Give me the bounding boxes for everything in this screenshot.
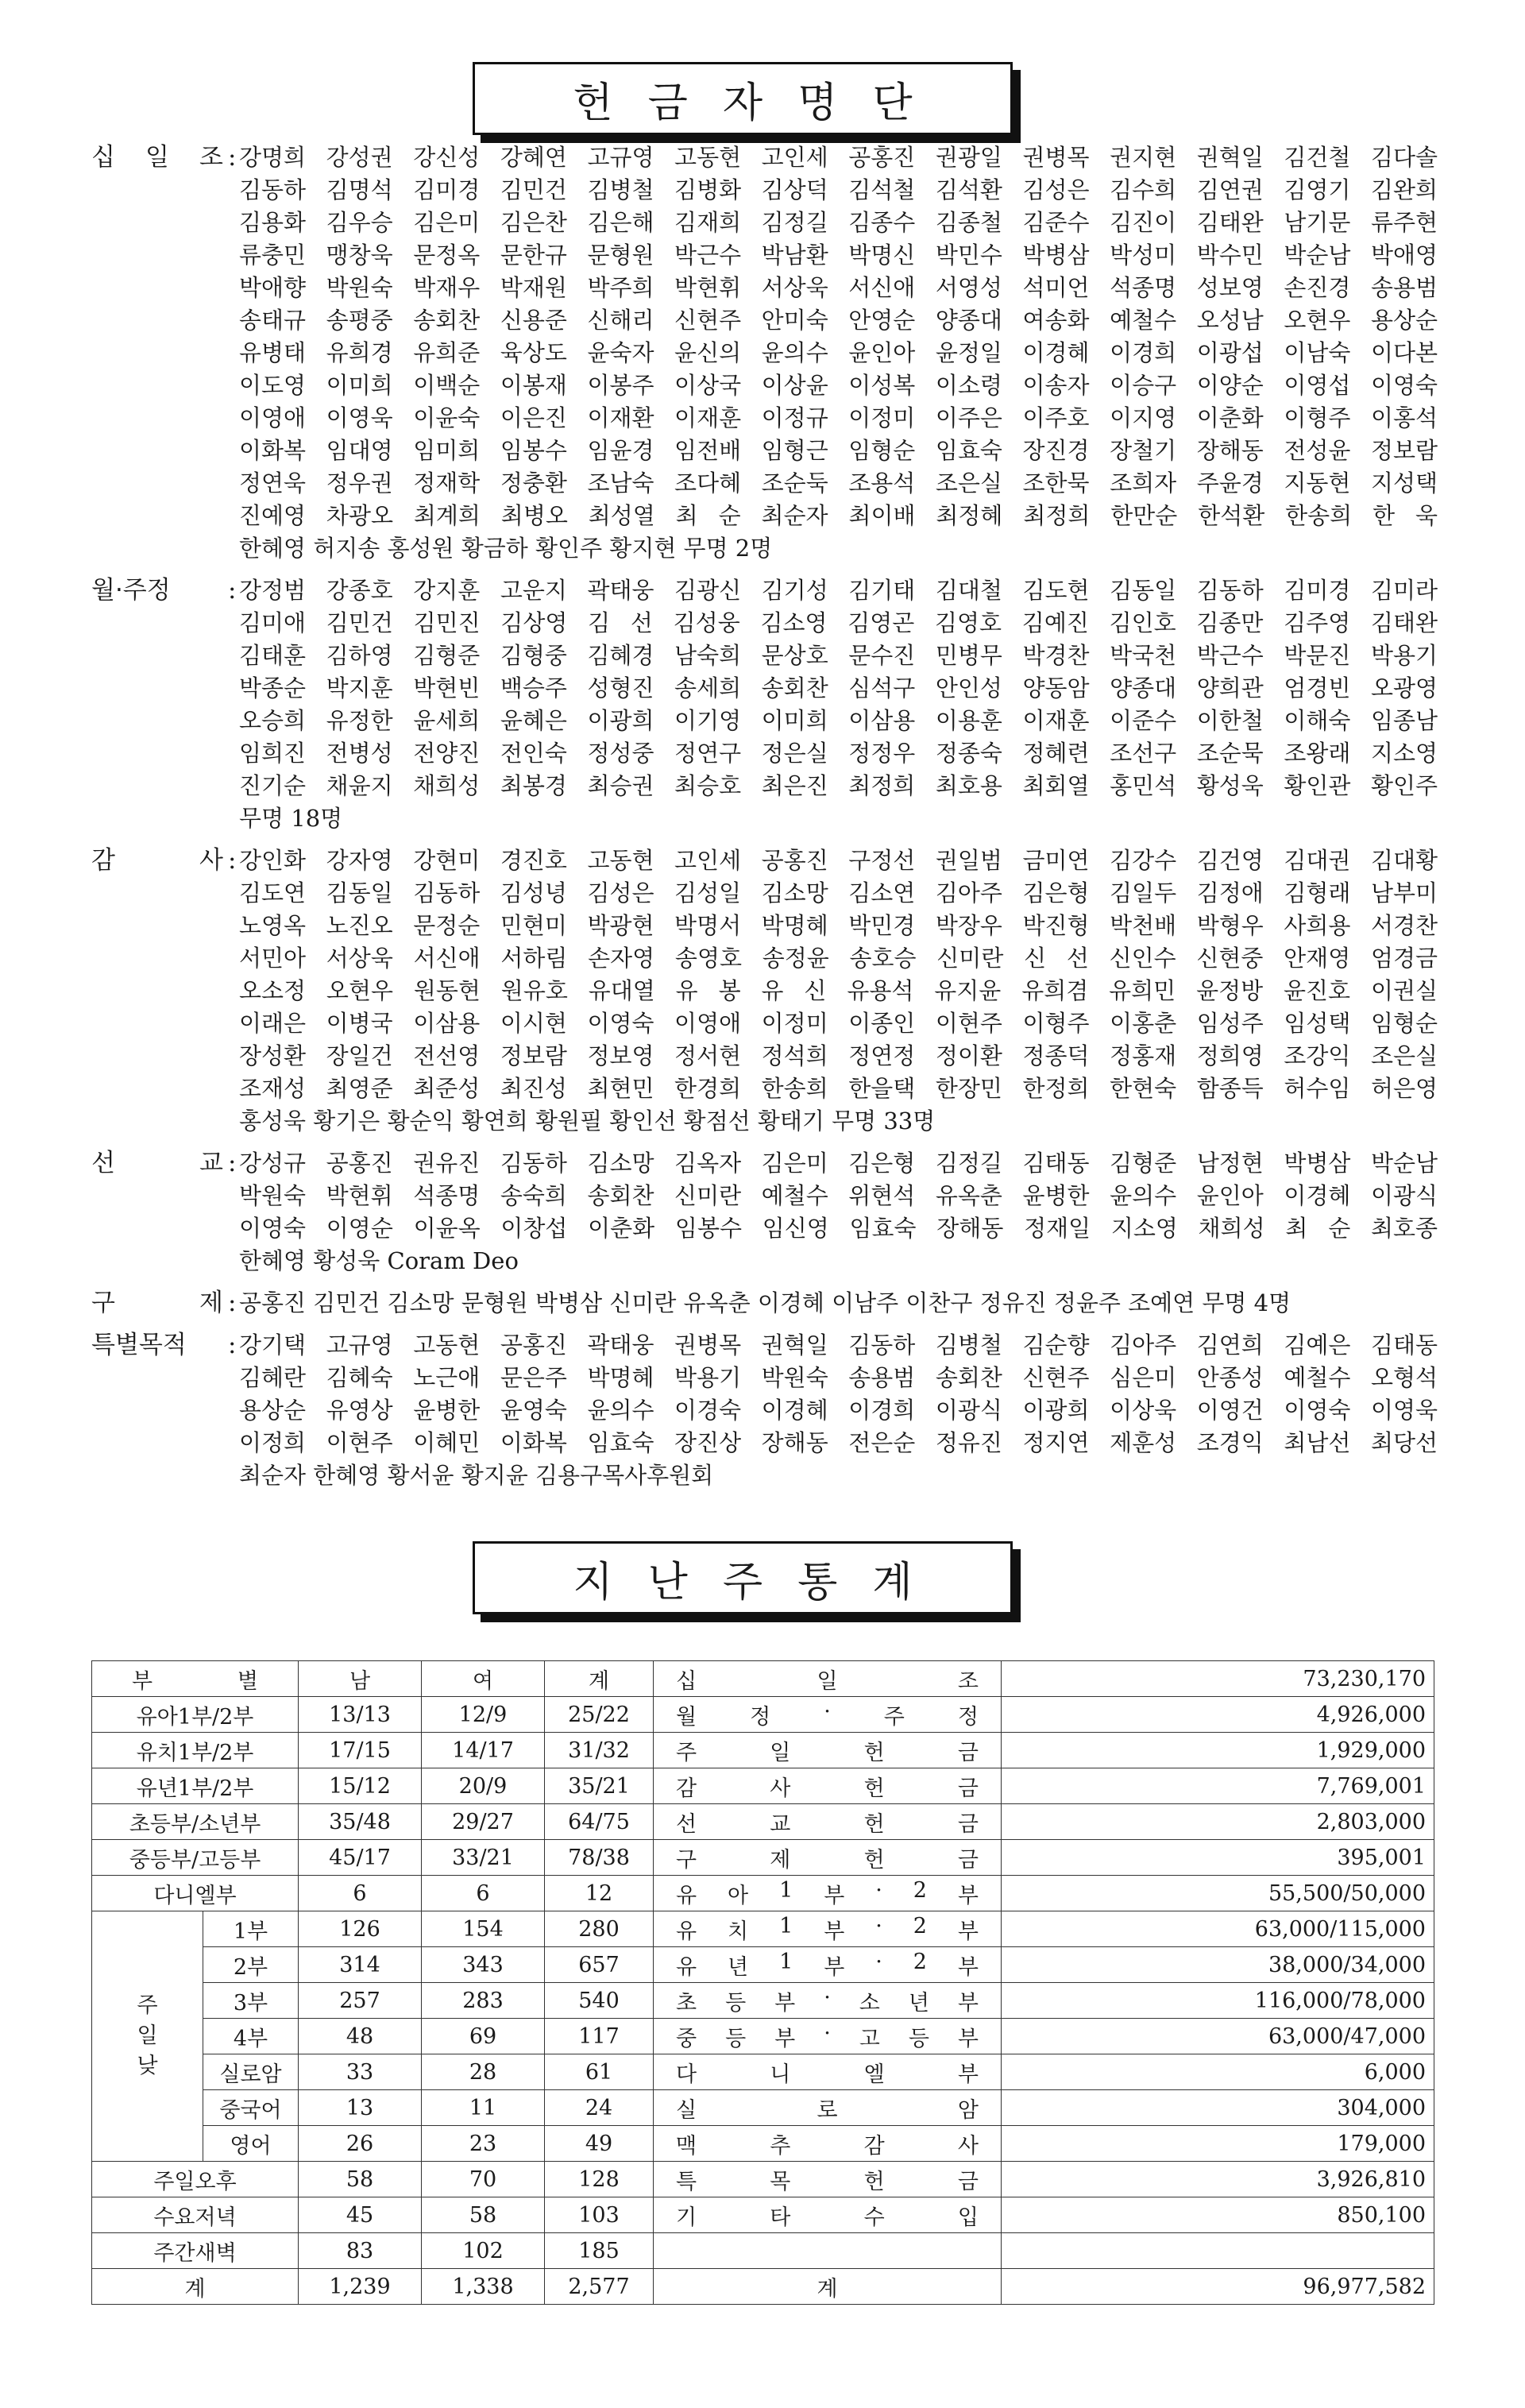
donor-names-line: 강기택 고규영 고동현 공홍진 곽태웅 권병목 권혁일 김동하 김병철 김순향 김아주 김연희 김예은 김태동: [239, 1332, 1438, 1359]
donor-names-line: 김도연 김동일 김동하 김성녕 김성은 김성일 김소망 김소연 김아주 김은형 김일두 김정애 김형래 남부미: [239, 879, 1438, 906]
donor-names-line: 이영숙 이영순 이윤옥 이창섭 이춘화 임봉수 임신영 임효숙 장해동 정재일 지소영 채희성 최 순 최호종: [239, 1215, 1438, 1242]
donor-names-line: 박원숙 박현휘 석종명 송숙희 송회찬 신미란 예철수 위현석 유옥춘 윤병한 윤의수 윤인아 이경혜 이광식: [239, 1182, 1438, 1209]
male-count: 17/15: [299, 1733, 422, 1768]
donor-names-line: 이래은 이병국 이삼용 이시현 이영숙 이영애 이정미 이종인 이현주 이형주 이홍춘 임성주 임성택 임형순: [239, 1010, 1438, 1037]
donor-names: [239, 845, 1438, 1138]
female-count: 11: [422, 2090, 545, 2126]
donor-names-line: 김용화 김우승 김은미 김은찬 김은해 김재희 김정길 김종수 김종철 김준수 김진이 김태완 남기문 류주현: [239, 209, 1438, 236]
donor-names-line: 강명희 강성권 강신성 강혜연 고규영 고동현 고인세 공홍진 권광일 권병목 권지현 권혁일 김건철 김다솔: [239, 144, 1438, 171]
female-count: 29/27: [422, 1804, 545, 1840]
donor-names-line: 정연욱 정우권 정재학 정충환 조남숙 조다혜 조순둑 조용석 조은실 조한묵 조희자 주윤경 지동현 지성택: [239, 470, 1438, 497]
offering-label: 중 등 부 · 고 등 부: [654, 2019, 1002, 2054]
male-count: 314: [299, 1947, 422, 1983]
table-row: [92, 1911, 1434, 1947]
male-count: 35/48: [299, 1804, 422, 1840]
total-count: 128: [545, 2162, 654, 2197]
donor-names-line: 강정범 강종호 강지훈 고운지 곽태웅 김광신 김기성 김기태 김대철 김도현 김동일 김동하 김미경 김미라: [239, 577, 1438, 604]
donor-names-line: 용상순 유영상 윤병한 윤영숙 윤의수 이경숙 이경혜 이경희 이광식 이광희 이상욱 이영건 이영숙 이영욱: [239, 1397, 1438, 1424]
sunday-group-label: 주 일 낮: [92, 1911, 203, 2162]
donor-names-line: 홍성욱 황기은 황순익 황연희 황원필 황인선 황점선 황태기 무명 33명: [239, 1107, 936, 1134]
total-count: 31/32: [545, 1733, 654, 1768]
male-count: 257: [299, 1983, 422, 2019]
weekly-stats-table: [91, 1660, 1434, 2305]
donor-category: [91, 845, 1438, 1138]
table-row: [92, 2233, 1434, 2269]
donor-names-line: 김동하 김명석 김미경 김민건 김병철 김병화 김상덕 김석철 김석환 김성은 김수희 김연권 김영기 김완희: [239, 176, 1438, 203]
dept-cell: 유아1부/2부: [92, 1697, 299, 1733]
table-row: [92, 2054, 1434, 2090]
donor-names-line: 김혜란 김혜숙 노근애 문은주 박명혜 박용기 박원숙 송용범 송회찬 신현주 심은미 안종성 예철수 오형석: [239, 1364, 1438, 1391]
female-count: 58: [422, 2197, 545, 2233]
female-count: 12/9: [422, 1697, 545, 1733]
offering-label: 다 니 엘 부: [654, 2054, 1002, 2090]
dept-cell: 주간새벽: [92, 2233, 299, 2269]
dept-cell: 초등부/소년부: [92, 1804, 299, 1840]
female-count: 6: [422, 1876, 545, 1911]
donor-category: [91, 1287, 1438, 1320]
offering-amount: 63,000/115,000: [1002, 1911, 1434, 1947]
offering-amount: 4,926,000: [1002, 1697, 1434, 1733]
header-male: 남: [299, 1661, 422, 1697]
colon-separator: :: [228, 1149, 237, 1177]
table-row: [92, 1983, 1434, 2019]
offering-amount: 6,000: [1002, 2054, 1434, 2090]
offering-label: 초 등 부 · 소 년 부: [654, 1983, 1002, 2019]
offering-label: 유 아 1 부 · 2 부: [654, 1876, 1002, 1911]
colon-separator: :: [228, 143, 237, 172]
offering-label: 선 교 헌 금: [654, 1804, 1002, 1840]
donor-names-line: 임희진 전병성 전양진 전인숙 정성중 정연구 정은실 정정우 정종숙 정혜련 조선구 조순묵 조왕래 지소영: [239, 740, 1438, 767]
total-count: 185: [545, 2233, 654, 2269]
table-row: [92, 2162, 1434, 2197]
male-count: 48: [299, 2019, 422, 2054]
offering-amount: 179,000: [1002, 2126, 1434, 2162]
donor-names-line: 이화복 임대영 임미희 임봉수 임윤경 임전배 임형근 임형순 임효숙 장진경 장철기 장해동 전성윤 정보람: [239, 437, 1438, 464]
donor-category: [91, 1147, 1438, 1277]
male-count: 33: [299, 2054, 422, 2090]
offering-amount: 850,100: [1002, 2197, 1434, 2233]
donor-names-line: 김미애 김민건 김민진 김상영 김 선 김성웅 김소영 김영곤 김영호 김예진 김인호 김종만 김주영 김태완: [239, 609, 1438, 636]
dept-cell: 다니엘부: [92, 1876, 299, 1911]
donor-names-line: 이영애 이영욱 이윤숙 이은진 이재환 이재훈 이정규 이정미 이주은 이주호 이지영 이춘화 이형주 이홍석: [239, 404, 1438, 431]
male-count: 126: [299, 1911, 422, 1947]
female-count: 154: [422, 1911, 545, 1947]
donor-names-line: 강인화 강자영 강현미 경진호 고동현 고인세 공홍진 구정선 권일범 금미연 김강수 김건영 김대권 김대황: [239, 847, 1438, 874]
table-header-row: [92, 1661, 1434, 1697]
offering-amount: 55,500/50,000: [1002, 1876, 1434, 1911]
total-count: 49: [545, 2126, 654, 2162]
colon-separator: :: [228, 1289, 237, 1317]
total-count: 657: [545, 1947, 654, 1983]
total-male: 1,239: [299, 2269, 422, 2305]
donor-category-label: 구 제: [91, 1289, 223, 1317]
offering-amount: 116,000/78,000: [1002, 1983, 1434, 2019]
donor-names-line: 한혜영 허지송 홍성원 황금하 황인주 황지현 무명 2명: [239, 535, 773, 562]
dept-cell: 유년1부/2부: [92, 1768, 299, 1804]
table-row: [92, 1697, 1434, 1733]
offering-label: 주 일 헌 금: [654, 1733, 1002, 1768]
offering-amount: 395,001: [1002, 1840, 1434, 1876]
offering-label: 감 사 헌 금: [654, 1768, 1002, 1804]
header-total: 계: [545, 1661, 654, 1697]
donor-category-label: 감 사: [91, 846, 223, 875]
female-count: 23: [422, 2126, 545, 2162]
donor-category: [91, 574, 1438, 835]
offering-label: 구 제 헌 금: [654, 1840, 1002, 1876]
male-count: 15/12: [299, 1768, 422, 1804]
donor-names-line: 공홍진 김민건 김소망 문형원 박병삼 신미란 유옥춘 이경혜 이남주 이찬구 정유진 정윤주 조예연 무명 4명: [239, 1289, 1291, 1316]
donor-names-line: 조재성 최영준 최준성 최진성 최현민 한경희 한송희 한을택 한장민 한정희 한현숙 함종득 허수임 허은영: [239, 1075, 1438, 1102]
donor-names-line: 이정희 이현주 이혜민 이화복 임효숙 장진상 장해동 전은순 정유진 정지연 제훈성 조경익 최남선 최당선: [239, 1429, 1438, 1456]
total-count: 64/75: [545, 1804, 654, 1840]
offering-label: 십 일 조: [654, 1661, 1002, 1697]
total-count: 280: [545, 1911, 654, 1947]
offering-label: 유 치 1 부 · 2 부: [654, 1911, 1002, 1947]
donor-names-line: 류충민 맹창욱 문정옥 문한규 문형원 박근수 박남환 박명신 박민수 박병삼 박성미 박수민 박순남 박애영: [239, 242, 1438, 269]
table-total-row: [92, 2269, 1434, 2305]
donor-names-line: 장성환 장일건 전선영 정보람 정보영 정서현 정석희 정연정 정이환 정종덕 정홍재 정희영 조강익 조은실: [239, 1042, 1438, 1069]
total-count: 12: [545, 1876, 654, 1911]
male-count: 45/17: [299, 1840, 422, 1876]
female-count: 70: [422, 2162, 545, 2197]
donor-list-title: 헌금자명단: [473, 62, 1013, 135]
male-count: 6: [299, 1876, 422, 1911]
offering-amount: 38,000/34,000: [1002, 1947, 1434, 1983]
table-row: [92, 1840, 1434, 1876]
male-count: 26: [299, 2126, 422, 2162]
table-row: [92, 2019, 1434, 2054]
donor-names-line: 박애향 박원숙 박재우 박재원 박주희 박현휘 서상욱 서신애 서영성 석미언 석종명 성보영 손진경 송용범: [239, 274, 1438, 301]
male-count: 58: [299, 2162, 422, 2197]
dept-cell: 4부: [203, 2019, 299, 2054]
dept-cell: 3부: [203, 1983, 299, 2019]
donor-names-line: 김태훈 김하영 김형준 김형중 김혜경 남숙희 문상호 문수진 민병무 박경찬 박국천 박근수 박문진 박용기: [239, 642, 1438, 669]
colon-separator: :: [228, 846, 237, 875]
dept-cell: 실로암: [203, 2054, 299, 2090]
table-row: [92, 1768, 1434, 1804]
donor-category-label: 십 일 조: [91, 143, 223, 172]
donor-category-label: 월·주정: [91, 576, 171, 605]
donor-names-line: 송태규 송평중 송회찬 신용준 신해리 신현주 안미숙 안영순 양종대 여송화 예철수 오성남 오현우 용상순: [239, 307, 1438, 334]
donor-names: [239, 574, 1438, 835]
donor-category: [91, 1329, 1438, 1492]
total-female: 1,338: [422, 2269, 545, 2305]
offering-label: [654, 2233, 1002, 2269]
donor-names-line: 무명 18명: [239, 805, 343, 832]
female-count: 102: [422, 2233, 545, 2269]
offering-amount: 73,230,170: [1002, 1661, 1434, 1697]
male-count: 13/13: [299, 1697, 422, 1733]
table-row: [92, 1733, 1434, 1768]
dept-cell: 유치1부/2부: [92, 1733, 299, 1768]
total-count: 117: [545, 2019, 654, 2054]
female-count: 14/17: [422, 1733, 545, 1768]
offering-amount: 304,000: [1002, 2090, 1434, 2126]
male-count: 45: [299, 2197, 422, 2233]
total-count: 25/22: [545, 1697, 654, 1733]
offering-label: 맥 추 감 사: [654, 2126, 1002, 2162]
dept-cell: 2부: [203, 1947, 299, 1983]
donor-list: [91, 141, 1438, 1502]
offering-amount: 1,929,000: [1002, 1733, 1434, 1768]
header-dept: 부 별: [92, 1661, 299, 1697]
female-count: 69: [422, 2019, 545, 2054]
dept-cell: 중등부/고등부: [92, 1840, 299, 1876]
donor-names-line: 노영옥 노진오 문정순 민현미 박광현 박명서 박명혜 박민경 박장우 박진형 박천배 박형우 사희용 서경찬: [239, 912, 1438, 939]
donor-names-line: 오소정 오현우 원동현 원유호 유대열 유 봉 유 신 유용석 유지윤 유희겸 유희민 윤정방 윤진호 이권실: [239, 977, 1438, 1004]
donor-names-line: 이도영 이미희 이백순 이봉재 이봉주 이상국 이상윤 이성복 이소령 이송자 이승구 이양순 이영섭 이영숙: [239, 372, 1438, 399]
donor-names-line: 박종순 박지훈 박현빈 백승주 성형진 송세희 송회찬 심석구 안인성 양동암 양종대 양희관 엄경빈 오광영: [239, 674, 1438, 702]
donor-names: [239, 1147, 1438, 1277]
donor-category: [91, 141, 1438, 565]
male-count: 13: [299, 2090, 422, 2126]
offering-amount: 3,926,810: [1002, 2162, 1434, 2197]
female-count: 283: [422, 1983, 545, 2019]
offering-label: 특 목 헌 금: [654, 2162, 1002, 2197]
donor-names: [239, 1287, 1438, 1320]
offering-label: 실 로 암: [654, 2090, 1002, 2126]
donor-names-line: 강성규 공홍진 권유진 김동하 김소망 김옥자 김은미 김은형 김정길 김태동 김형준 남정현 박병삼 박순남: [239, 1150, 1438, 1177]
colon-separator: :: [228, 576, 237, 605]
donor-category-label: 선 교: [91, 1149, 223, 1177]
donor-names-line: 오승희 유정한 윤세희 윤혜은 이광희 이기영 이미희 이삼용 이용훈 이재훈 이준수 이한철 이해숙 임종남: [239, 707, 1438, 734]
total-count: 103: [545, 2197, 654, 2233]
donor-category-label: 특별목적: [91, 1331, 187, 1359]
total-count: 78/38: [545, 1840, 654, 1876]
donor-names-line: 한혜영 황성욱 Coram Deo: [239, 1247, 519, 1274]
stats-title: 지난주통계: [473, 1541, 1013, 1614]
offering-amount: 2,803,000: [1002, 1804, 1434, 1840]
total-count: 35/21: [545, 1768, 654, 1804]
female-count: 33/21: [422, 1840, 545, 1876]
total-count: 61: [545, 2054, 654, 2090]
total-label: 계: [92, 2269, 299, 2305]
table-row: [92, 1804, 1434, 1840]
offering-amount: 63,000/47,000: [1002, 2019, 1434, 2054]
female-count: 28: [422, 2054, 545, 2090]
donor-names: [239, 141, 1438, 565]
total-count: 540: [545, 1983, 654, 2019]
offering-amount: [1002, 2233, 1434, 2269]
total-total: 2,577: [545, 2269, 654, 2305]
dept-cell: 1부: [203, 1911, 299, 1947]
dept-cell: 수요저녁: [92, 2197, 299, 2233]
table-row: [92, 2126, 1434, 2162]
table-row: [92, 2197, 1434, 2233]
male-count: 83: [299, 2233, 422, 2269]
donor-names-line: 최순자 한혜영 황서윤 황지윤 김용구목사후원회: [239, 1462, 714, 1489]
header-female: 여: [422, 1661, 545, 1697]
donor-names-line: 유병태 유희경 유희준 육상도 윤숙자 윤신의 윤의수 윤인아 윤정일 이경혜 이경희 이광섭 이남숙 이다본: [239, 339, 1438, 366]
offering-amount: 7,769,001: [1002, 1768, 1434, 1804]
total-count: 24: [545, 2090, 654, 2126]
dept-cell: 주일오후: [92, 2162, 299, 2197]
female-count: 343: [422, 1947, 545, 1983]
female-count: 20/9: [422, 1768, 545, 1804]
dept-cell: 영어: [203, 2126, 299, 2162]
offering-label: 월 정 · 주 정: [654, 1697, 1002, 1733]
offering-total-amount: 96,977,582: [1002, 2269, 1434, 2305]
offering-label: 유 년 1 부 · 2 부: [654, 1947, 1002, 1983]
donor-names-line: 서민아 서상욱 서신애 서하림 손자영 송영호 송정윤 송호승 신미란 신 선 신인수 신현중 안재영 엄경금: [239, 945, 1438, 972]
table-row: [92, 1876, 1434, 1911]
donor-names: [239, 1329, 1438, 1492]
donor-names-line: 진기순 채윤지 채희성 최봉경 최승권 최승호 최은진 최정희 최호용 최회열 홍민석 황성욱 황인관 황인주: [239, 772, 1438, 799]
table-row: [92, 1947, 1434, 1983]
table-row: [92, 2090, 1434, 2126]
offering-total-label: 계: [654, 2269, 1002, 2305]
colon-separator: :: [228, 1331, 237, 1359]
dept-cell: 중국어: [203, 2090, 299, 2126]
donor-names-line: 진예영 차광오 최계희 최병오 최성열 최 순 최순자 최이배 최정혜 최정희 한만순 한석환 한송희 한 욱: [239, 502, 1438, 529]
offering-label: 기 타 수 입: [654, 2197, 1002, 2233]
